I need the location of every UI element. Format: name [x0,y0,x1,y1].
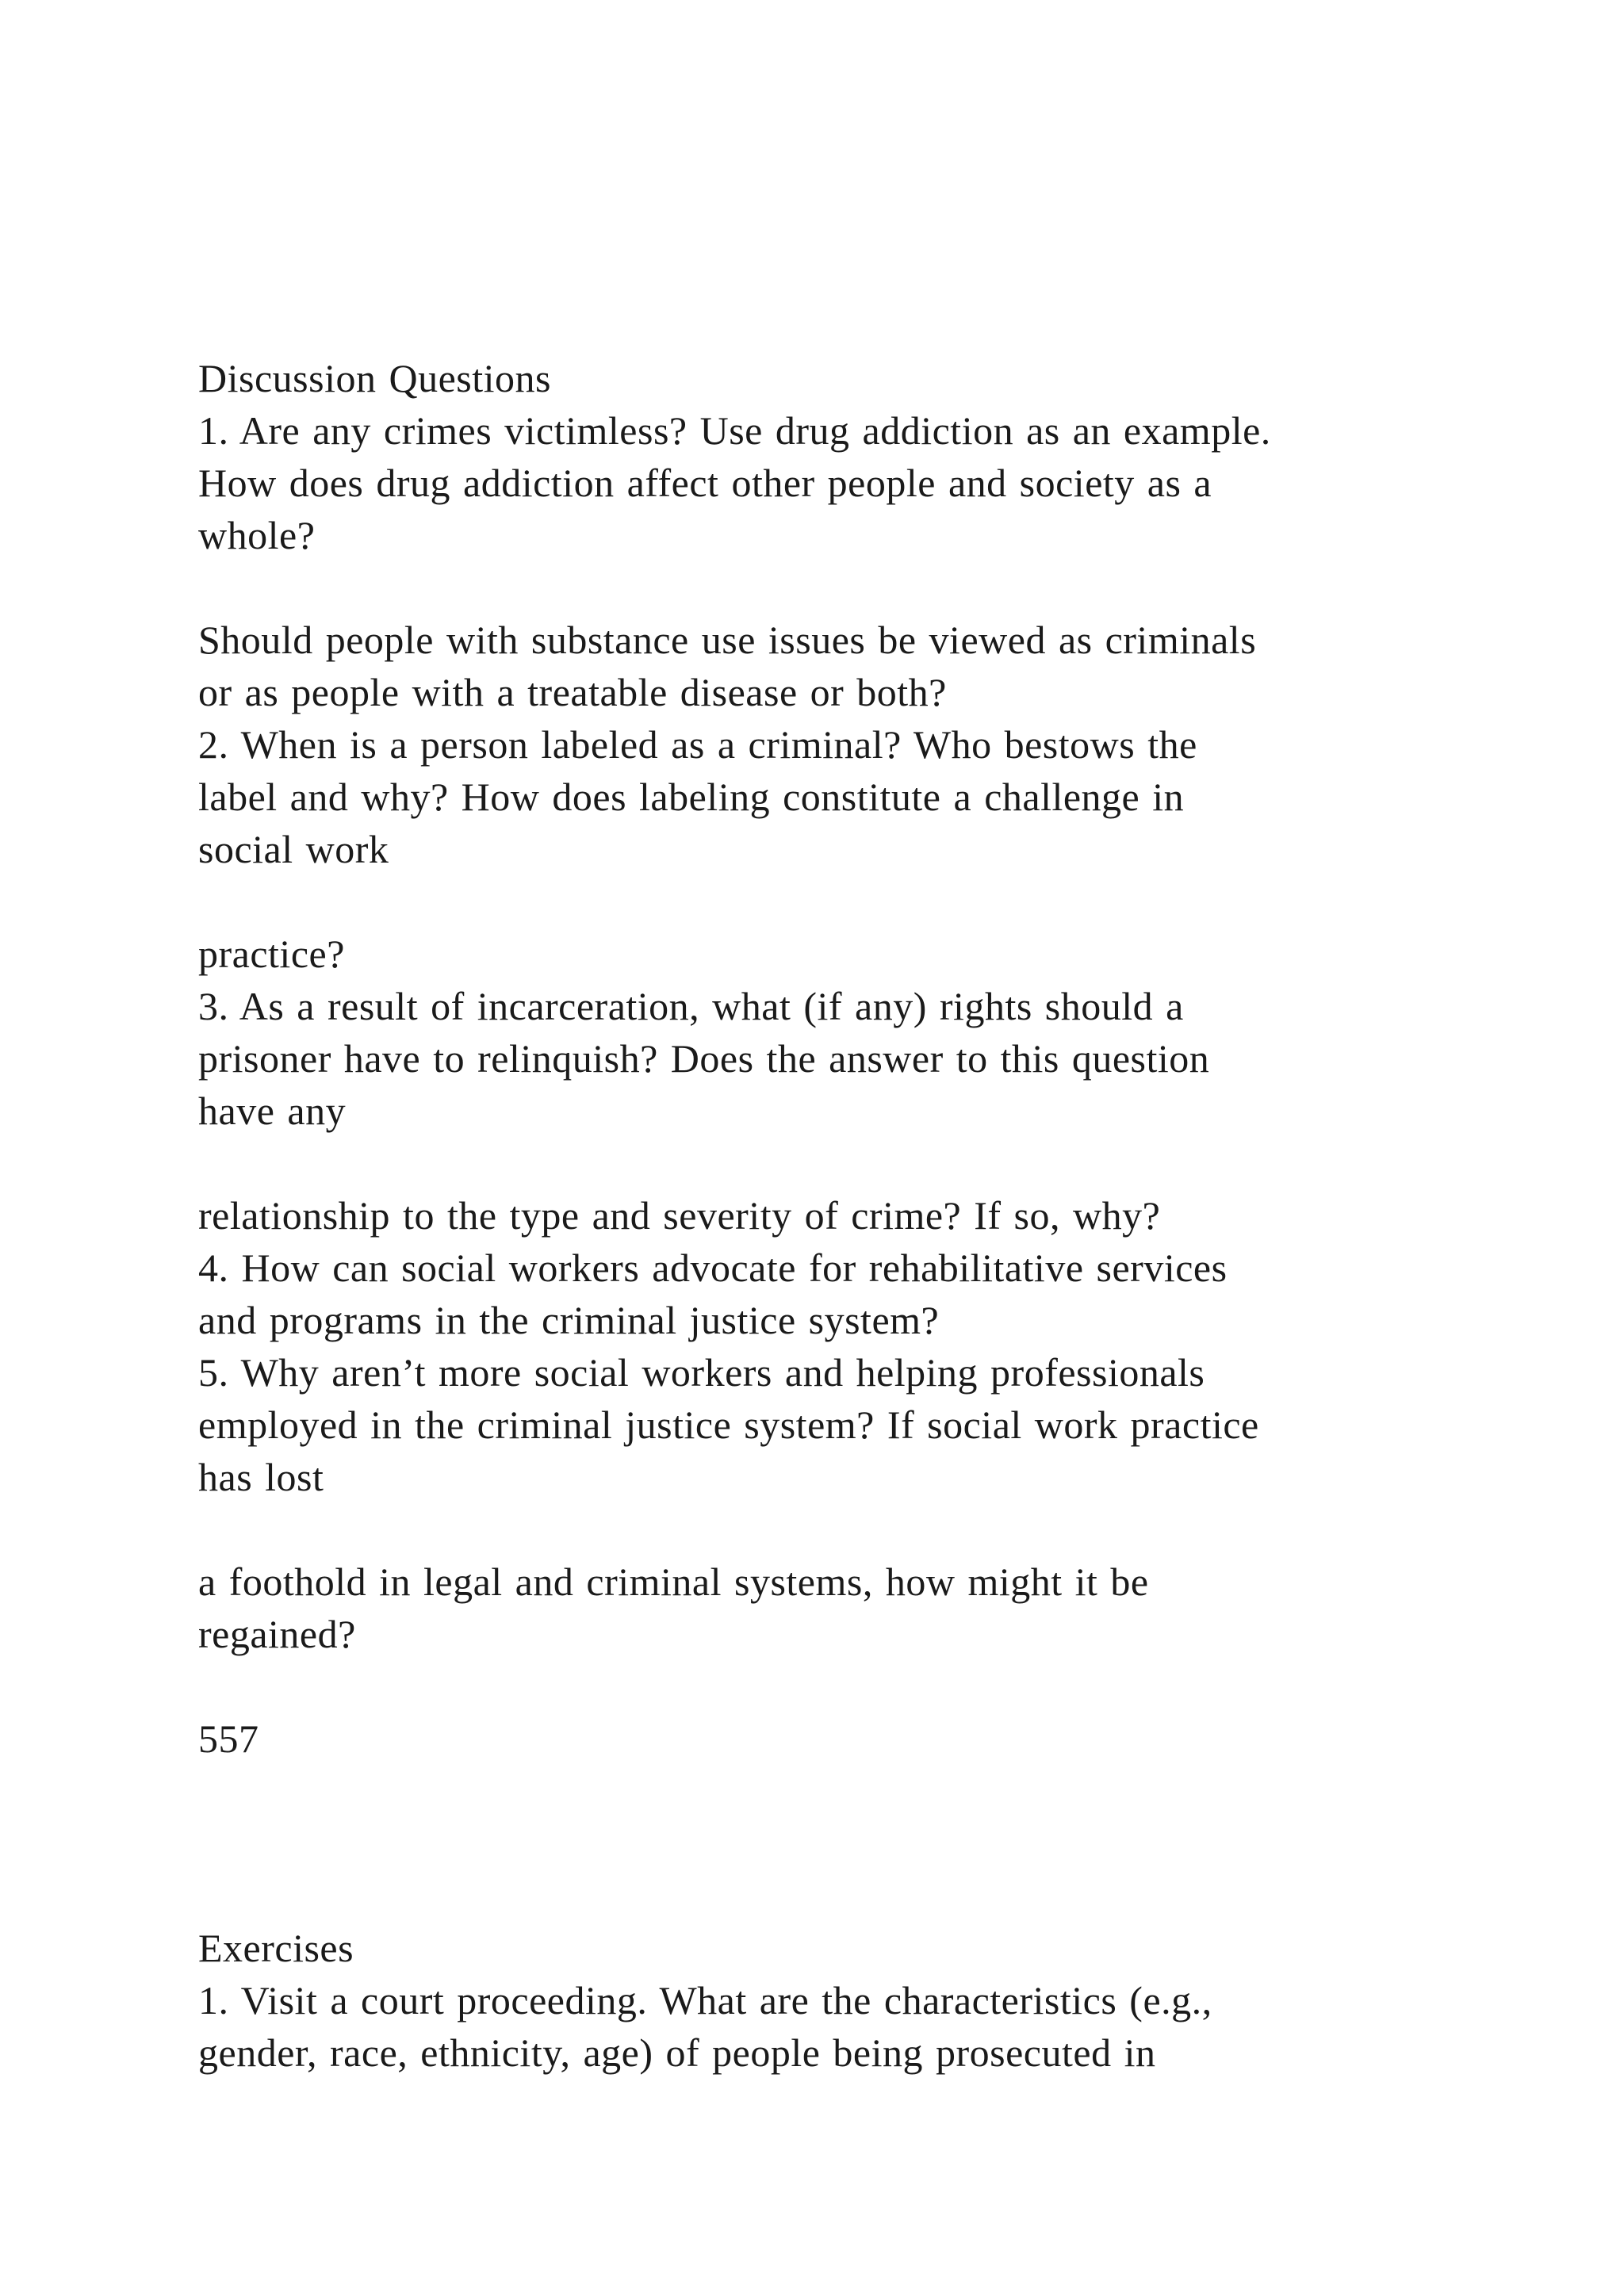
discussion-heading: Discussion Questions [198,356,551,400]
page-number: 557 [198,1716,259,1761]
discussion-line-12: have any [198,1089,347,1133]
discussion-line-13: relationship to the type and severity of crime? If so, why? [198,1193,1161,1238]
discussion-line-15: and programs in the criminal justice system? [198,1298,940,1342]
discussion-line-20: regained? [198,1612,356,1656]
discussion-line-14: 4. How can social workers advocate for rehabilitative services [198,1246,1228,1290]
discussion-line-8: social work [198,827,389,871]
discussion-line-3: whole? [198,513,316,557]
discussion-line-17: employed in the criminal justice system? If social work practice [198,1402,1259,1447]
discussion-line-7: label and why? How does labeling constitute a challenge in [198,775,1185,819]
discussion-line-2: How does drug addiction affect other people and society as a [198,461,1212,505]
discussion-line-11: prisoner have to relinquish? Does the answer to this question [198,1036,1210,1081]
discussion-line-19: a foothold in legal and criminal systems, how might it be [198,1559,1149,1604]
discussion-line-4: Should people with substance use issues be viewed as criminals [198,618,1257,662]
discussion-line-6: 2. When is a person labeled as a criminal? Who bestows the [198,722,1197,767]
exercises-heading: Exercises [198,1926,354,1970]
exercises-line-1: 1. Visit a court proceeding. What are the characteristics (e.g., [198,1978,1212,2022]
discussion-line-10: 3. As a result of incarceration, what (if any) rights should a [198,984,1184,1028]
discussion-line-1: 1. Are any crimes victimless? Use drug addiction as an example. [198,408,1271,453]
discussion-line-5: or as people with a treatable disease or both? [198,670,947,714]
discussion-line-16: 5. Why aren’t more social workers and helping professionals [198,1350,1205,1395]
exercises-line-2: gender, race, ethnicity, age) of people being prosecuted in [198,2030,1156,2075]
discussion-line-18: has lost [198,1455,324,1499]
discussion-line-9: practice? [198,932,345,976]
